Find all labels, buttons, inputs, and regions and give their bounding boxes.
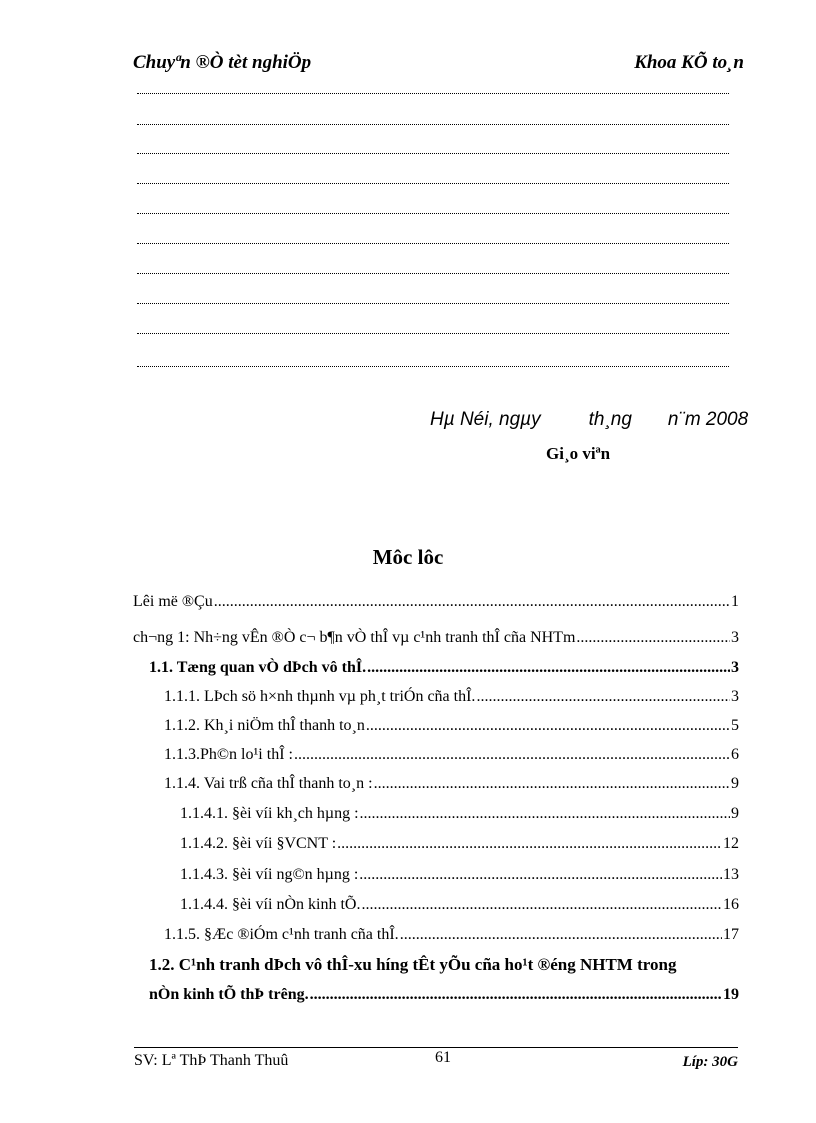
signoff-teacher: Gi¸o viªn (546, 444, 611, 463)
dotted-line (137, 303, 729, 304)
toc-leader (374, 775, 730, 793)
toc-entry (149, 986, 739, 1008)
dotted-line (137, 333, 729, 334)
header-thesis-title: Chuyªn ®Ò tèt nghiÖp (133, 52, 312, 73)
signoff-month: th¸ng (588, 409, 632, 430)
toc-entry-text: Lêi më ®Çu (133, 593, 213, 610)
toc-entry-page: 17 (723, 926, 739, 943)
toc-leader (476, 688, 730, 706)
toc-entry-text: 1.1.4.3. §èi víi ng©n hµng : (180, 866, 359, 883)
toc-leader (367, 659, 730, 677)
toc-leader (214, 593, 730, 611)
signoff-year: n¨m 2008 (667, 409, 749, 430)
toc-entry-text: 1.1. Tæng quan vÒ dÞch vô thÎ. (149, 659, 367, 676)
dotted-line (137, 93, 729, 94)
dotted-line (137, 153, 729, 154)
toc-entry-page: 9 (731, 805, 739, 822)
toc-entry-page: 13 (723, 866, 739, 883)
toc-leader (337, 835, 722, 853)
toc-entry-page: 6 (731, 746, 739, 763)
toc-entry (180, 805, 739, 827)
header-department: Khoa KÕ to¸n (634, 52, 744, 73)
toc-entry-text: 1.1.1. LÞch sö h×nh thµnh vµ ph¸t triÓn cña thÎ. (164, 688, 476, 705)
toc-entry-page: 16 (723, 896, 739, 913)
toc-entry (133, 593, 739, 615)
toc-entry-text: nÒn kinh tÕ thÞ trêng. (149, 986, 309, 1003)
toc-title: Môc lôc (372, 545, 444, 569)
toc-entry-page: 3 (731, 629, 739, 646)
toc-entry-text: ch¬ng 1: Nh÷ng vÊn ®Ò c¬ b¶n vÒ thÎ vµ c¹nh tranh thÎ cña NHTm (133, 629, 576, 646)
dotted-line (137, 366, 729, 367)
footer-rule (134, 1047, 738, 1048)
toc-entry (164, 746, 739, 768)
dotted-line (137, 213, 729, 214)
toc-entry (133, 629, 739, 651)
toc-entry (164, 717, 739, 739)
dotted-line (137, 124, 729, 125)
toc-entry-text: 1.1.4.2. §èi víi §VCNT : (180, 835, 337, 852)
toc-entry-text: 1.1.4.1. §èi víi kh¸ch hµng : (180, 805, 359, 822)
signoff-place-day: Hµ Néi, ngµy (430, 409, 541, 430)
toc-entry-text: 1.1.2. Kh¸i niÖm thÎ thanh to¸n (164, 717, 365, 734)
toc-entry-page: 1 (731, 593, 739, 610)
toc-entry (164, 775, 739, 797)
toc-leader (359, 866, 722, 884)
dotted-line (137, 243, 729, 244)
toc-entry (180, 835, 739, 857)
toc-leader (366, 717, 730, 735)
toc-entry-text: 1.1.4.4. §èi víi nÒn kinh tÕ. (180, 896, 361, 913)
toc-entry (180, 896, 739, 918)
toc-entry-text: 1.1.5. §Æc ®iÓm c¹nh tranh cña thÎ. (164, 926, 399, 943)
toc-leader (400, 926, 722, 944)
footer-page-number: 61 (435, 1049, 451, 1066)
toc-entry-text: 1.1.3.Ph©n lo¹i thÎ : (164, 746, 293, 763)
dotted-line (137, 183, 729, 184)
toc-leader (361, 896, 722, 914)
toc-entry-heading-1-2: 1.2. C¹nh tranh dÞch vô thÎ-xu híng tÊt yÕu cña ho¹t ®éng NHTM trong (149, 955, 677, 974)
dotted-line (137, 273, 729, 274)
toc-entry-page: 3 (731, 688, 739, 705)
footer-class: Líp: 30G (682, 1054, 738, 1070)
toc-leader (360, 805, 730, 823)
toc-entry (164, 688, 739, 710)
toc-entry-text: 1.1.4. Vai trß cña thÎ thanh to¸n : (164, 775, 373, 792)
toc-entry (149, 659, 739, 681)
toc-entry-page: 5 (731, 717, 739, 734)
toc-entry (180, 866, 739, 888)
toc-entry-page: 19 (723, 986, 739, 1003)
toc-entry-page: 9 (731, 775, 739, 792)
toc-leader (576, 629, 730, 647)
footer-student: SV: Lª ThÞ Thanh Thuû (134, 1052, 289, 1069)
toc-leader (294, 746, 730, 764)
signoff-date (430, 409, 748, 431)
toc-leader (310, 986, 722, 1004)
toc-entry-page: 12 (723, 835, 739, 852)
toc-entry-page: 3 (731, 659, 739, 676)
toc-entry (164, 926, 739, 948)
